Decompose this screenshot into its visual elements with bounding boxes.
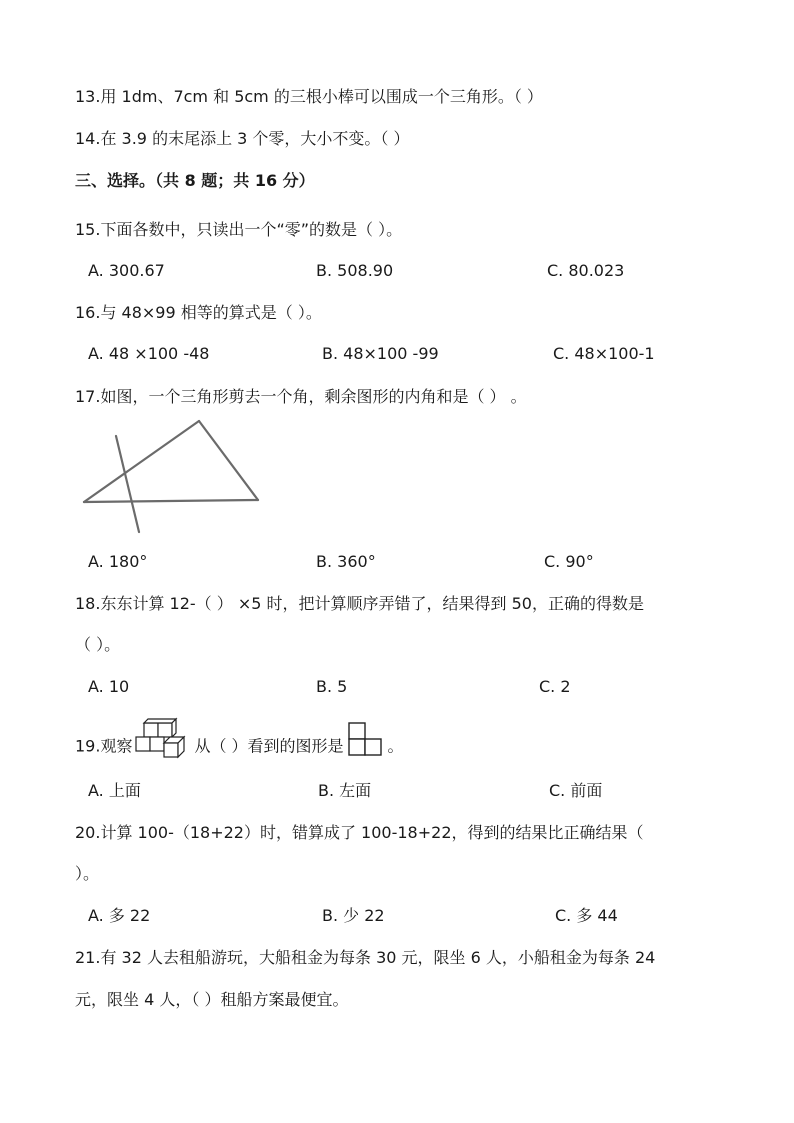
question-21-line2: 元，限坐 4 人，（ ）租船方案最便宜。 [75, 990, 349, 1009]
question-13: 13.用 1dm、7cm 和 5cm 的三根小棒可以围成一个三角形。（ ） [75, 87, 543, 106]
q15-option-a[interactable]: A. 300.67 [88, 261, 165, 280]
q19-option-c[interactable]: C. 前面 [549, 781, 603, 800]
q19-option-a[interactable]: A. 上面 [88, 781, 141, 800]
triangle-cut-figure [78, 418, 278, 538]
q17-option-c[interactable]: C. 90° [544, 552, 594, 571]
question-15: 15.下面各数中，只读出一个“零”的数是（ ）。 [75, 220, 403, 239]
question-18-line1: 18.东东计算 12-（ ） ×5 时，把计算顺序弄错了，结果得到 50，正确的得数是 [75, 594, 644, 613]
q18-option-b[interactable]: B. 5 [316, 677, 348, 696]
q20-option-c[interactable]: C. 多 44 [555, 906, 618, 925]
triangle-base [84, 500, 258, 502]
triangle-left-side [84, 421, 199, 502]
q19-text-before: 19.观察 [75, 736, 133, 756]
question-21-line1: 21.有 32 人去租船游玩，大船租金为每条 30 元，限坐 6 人，小船租金为每条 24 [75, 948, 656, 967]
question-19 [75, 729, 404, 765]
q20-option-b[interactable]: B. 少 22 [322, 906, 385, 925]
question-14: 14.在 3.9 的末尾添上 3 个零，大小不变。（ ） [75, 129, 410, 148]
question-16: 16.与 48×99 相等的算式是（ ）。 [75, 303, 322, 322]
view-shape-figure [347, 729, 385, 765]
q16-option-c[interactable]: C. 48×100-1 [553, 344, 655, 363]
question-18-line2: （ ）。 [75, 635, 121, 654]
q19-text-after: 。 [387, 736, 404, 756]
q19-text-middle: 从（ ）看到的图形是 [194, 736, 344, 756]
q18-option-a[interactable]: A. 10 [88, 677, 130, 696]
section-title: 三、选择。（共 8 题；共 16 分） [75, 171, 315, 190]
cube-stack-figure [134, 729, 192, 765]
q15-option-c[interactable]: C. 80.023 [547, 261, 625, 280]
q20-option-a[interactable]: A. 多 22 [88, 906, 151, 925]
q17-option-b[interactable]: B. 360° [316, 552, 376, 571]
question-20-line2: ）。 [75, 864, 100, 883]
cut-line [116, 436, 139, 532]
q16-option-a[interactable]: A. 48 ×100 -48 [88, 344, 210, 363]
q17-option-a[interactable]: A. 180° [88, 552, 148, 571]
question-17: 17.如图，一个三角形剪去一个角，剩余图形的内角和是（ ） 。 [75, 387, 527, 406]
q19-option-b[interactable]: B. 左面 [318, 781, 372, 800]
question-20-line1: 20.计算 100-（18+22）时，错算成了 100-18+22，得到的结果比正确结果（ [75, 823, 644, 842]
q18-option-c[interactable]: C. 2 [539, 677, 571, 696]
q16-option-b[interactable]: B. 48×100 -99 [322, 344, 439, 363]
triangle-right-side [199, 421, 258, 500]
q15-option-b[interactable]: B. 508.90 [316, 261, 394, 280]
